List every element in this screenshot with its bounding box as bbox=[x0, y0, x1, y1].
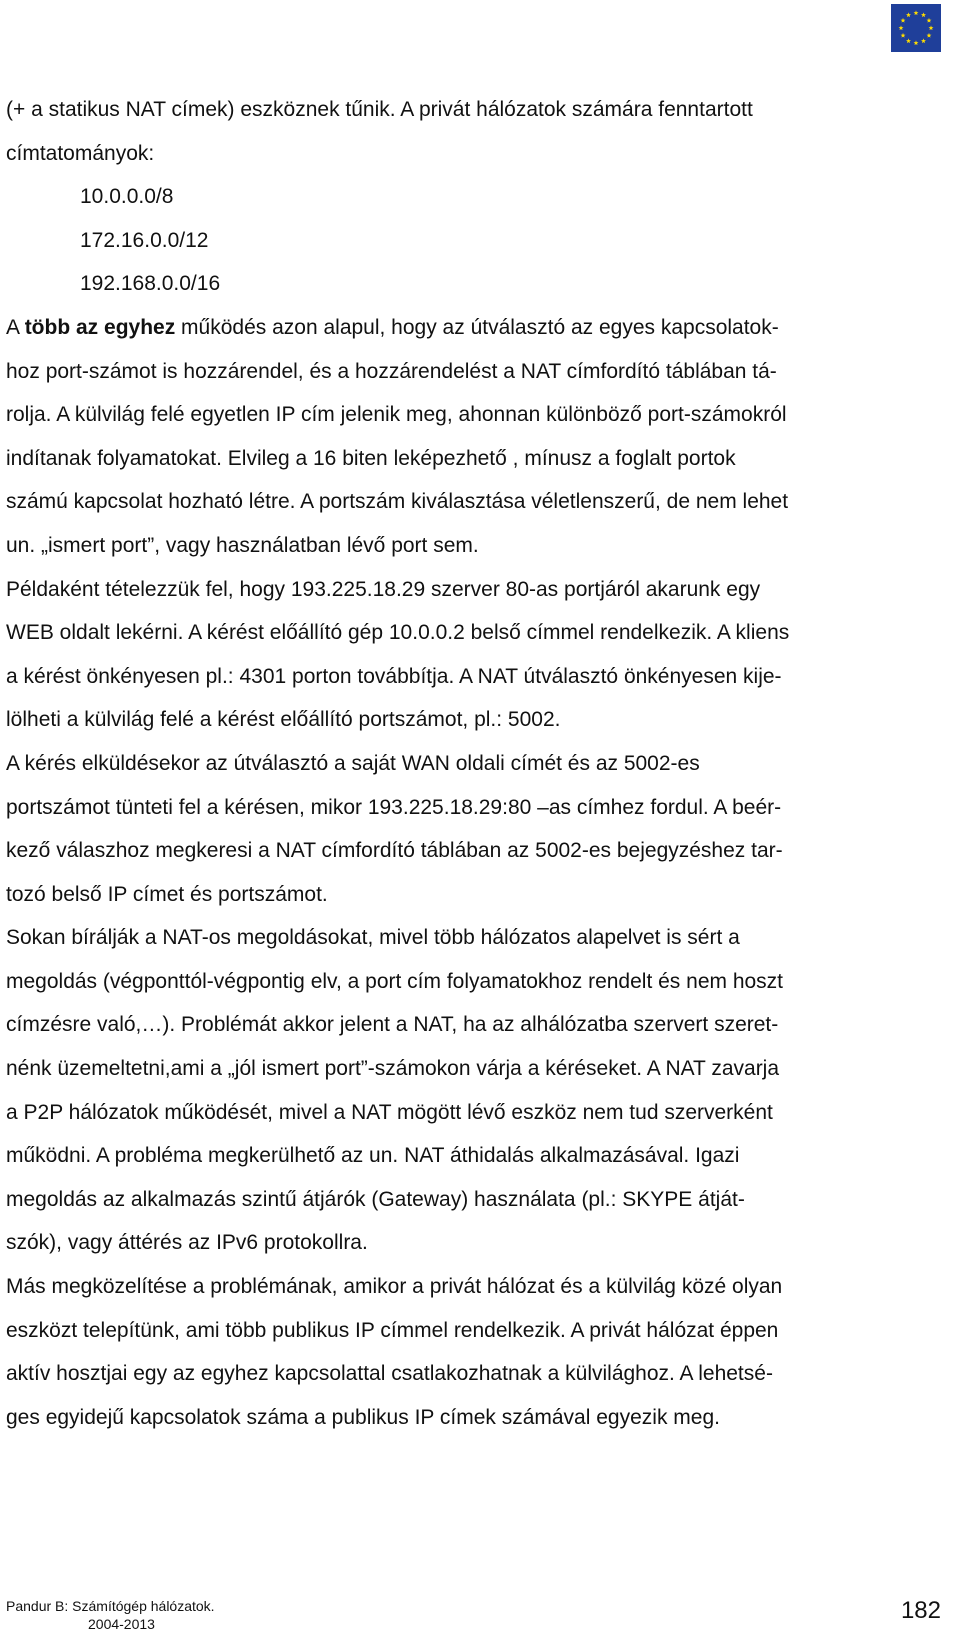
text-line: a P2P hálózatok működését, mivel a NAT mögött lévő eszköz nem tud szerverként bbox=[6, 1100, 773, 1124]
text-line: rolja. A külvilág felé egyetlen IP cím jelenik meg, ahonnan különböző port-számokról bbox=[6, 403, 787, 427]
text-line: aktív hosztjai egy az egyhez kapcsolattal csatlakozhatnak a külvilághoz. A lehetsé- bbox=[6, 1362, 773, 1386]
text-line: eszközt telepítünk, ami több publikus IP címmel rendelkezik. A privát hálózat éppen bbox=[6, 1318, 779, 1342]
text-line: címzésre való,…). Problémát akkor jelent a NAT, ha az alhálózatba szervert szeret- bbox=[6, 1013, 779, 1037]
eu-flag-icon bbox=[891, 4, 941, 52]
text-line: kező válaszhoz megkeresi a NAT címfordító táblában az 5002-es bejegyzéshez tar- bbox=[6, 839, 783, 863]
text-fragment: működés azon alapul, hogy az útválasztó az egyes kapcsolatok- bbox=[175, 315, 779, 339]
text-line: portszámot tünteti fel a kérésen, mikor 193.225.18.29:80 –as címhez fordul. A beér- bbox=[6, 795, 782, 819]
footer-source-text: Pandur B: Számítógép hálózatok. bbox=[6, 1598, 215, 1614]
text-fragment: A bbox=[6, 315, 25, 339]
address-range-10: 10.0.0.0/8 bbox=[80, 185, 174, 209]
text-line: nénk üzemeltetni,ami a „jól ismert port”-számokon várja a kéréseket. A NAT zavarja bbox=[6, 1057, 780, 1081]
text-line: Más megközelítése a problémának, amikor a privát hálózat és a külvilág közé olyan bbox=[6, 1275, 783, 1299]
text-line: hoz port-számot is hozzárendel, és a hozzárendelést a NAT címfordító táblában tá- bbox=[6, 359, 777, 383]
text-line bbox=[6, 306, 942, 350]
text-line: lölheti a külvilág felé a kérést előállító portszámot, pl.: 5002. bbox=[6, 708, 561, 732]
text-line: a kérést önkényesen pl.: 4301 porton továbbítja. A NAT útválasztó önkényesen kije- bbox=[6, 664, 782, 688]
address-range-192: 192.168.0.0/16 bbox=[80, 272, 221, 296]
text-line: címtatományok: bbox=[6, 141, 155, 165]
text-line: megoldás az alkalmazás szintű átjárók (Gateway) használata (pl.: SKYPE átját- bbox=[6, 1187, 745, 1211]
text-line: tozó belső IP címet és portszámot. bbox=[6, 882, 328, 906]
text-line: (+ a statikus NAT címek) eszköznek tűnik. A privát hálózatok számára fenntartott bbox=[6, 98, 753, 121]
footer-source bbox=[6, 1597, 215, 1633]
text-line: számú kapcsolat hozható létre. A portszám kiválasztása véletlenszerű, de nem lehet bbox=[6, 490, 789, 514]
text-line: indítanak folyamatokat. Elvileg a 16 biten leképezhető , mínusz a foglalt portok bbox=[6, 446, 736, 470]
text-line: A kérés elküldésekor az útválasztó a saját WAN oldali címét és az 5002-es bbox=[6, 751, 700, 775]
text-line: megoldás (végponttól-végpontig elv, a port cím folyamatokhoz rendelt és nem hoszt bbox=[6, 969, 784, 993]
text-line: un. „ismert port”, vagy használatban lévő port sem. bbox=[6, 533, 479, 557]
page-number: 182 bbox=[900, 1597, 941, 1624]
text-line: Sokan bírálják a NAT-os megoldásokat, mivel több hálózatos alapelvet is sért a bbox=[6, 926, 740, 950]
text-line: WEB oldalt lekérni. A kérést előállító gép 10.0.0.2 belső címmel rendelkezik. A kliens bbox=[6, 621, 790, 645]
text-line: ges egyidejű kapcsolatok száma a publikus IP címek számával egyezik meg. bbox=[6, 1405, 720, 1429]
text-line: szók), vagy áttérés az IPv6 protokollra. bbox=[6, 1231, 368, 1255]
footer-years: 2004-2013 bbox=[88, 1616, 155, 1632]
address-range-172: 172.16.0.0/12 bbox=[80, 228, 209, 252]
text-line: Példaként tételezzük fel, hogy 193.225.18.29 szerver 80-as portjáról akarunk egy bbox=[6, 577, 761, 601]
bold-term: több az egyhez bbox=[24, 315, 176, 339]
document-body bbox=[6, 88, 942, 1439]
text-line: működni. A probléma megkerülhető az un. NAT áthidalás alkalmazásával. Igazi bbox=[6, 1144, 740, 1168]
